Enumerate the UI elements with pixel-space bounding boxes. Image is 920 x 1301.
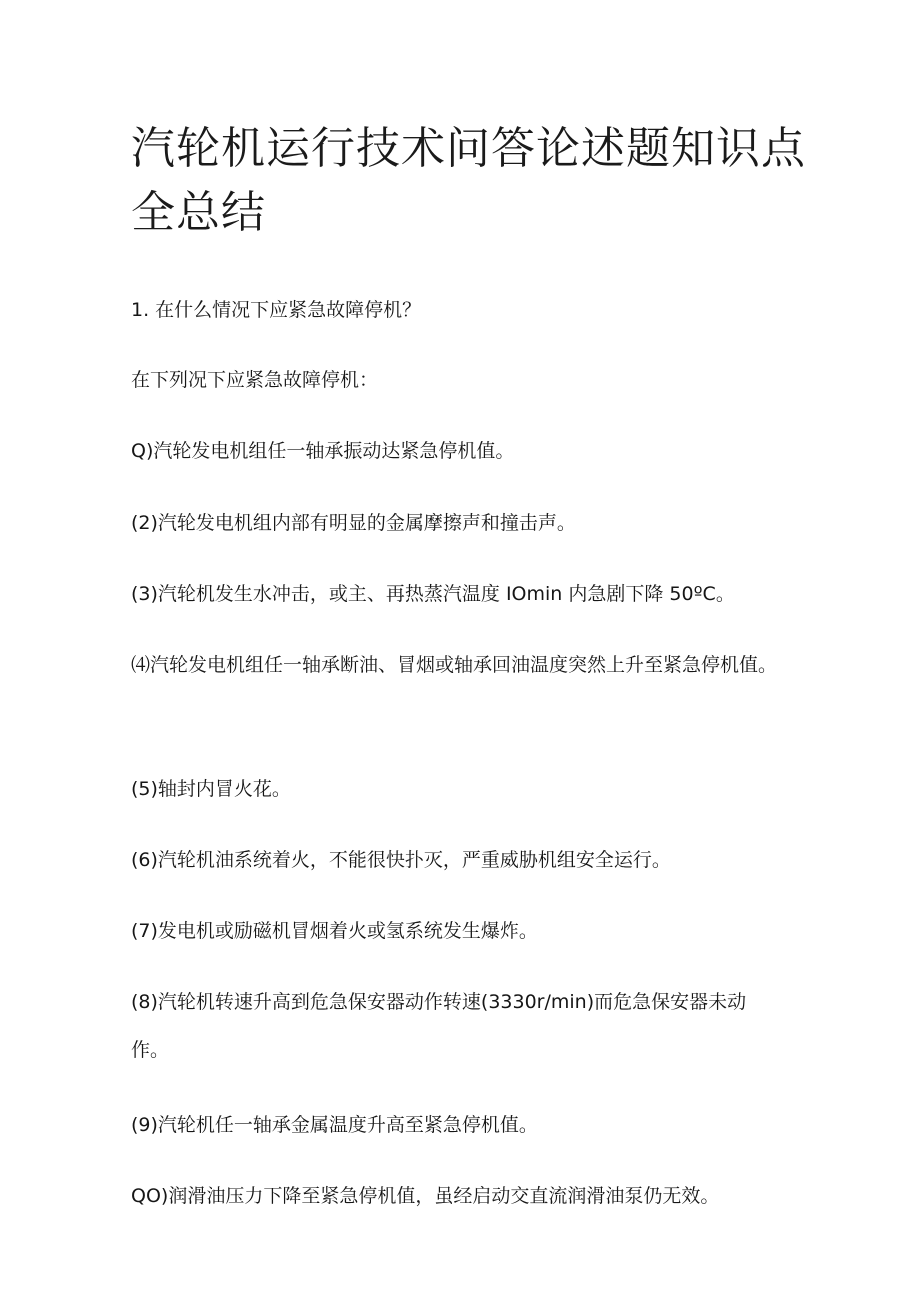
list-item-4: ⑷汽轮发电机组任一轴承断油、冒烟或轴承回油温度突然上升至紧急停机值。 [131, 654, 778, 676]
list-item-3: (3)汽轮机发生水冲击，或主、再热蒸汽温度 IOmin 内急剧下降 50ºC。 [131, 583, 735, 605]
question-heading: 1. 在什么情况下应紧急故障停机？ [131, 299, 422, 321]
list-item-10: QO)润滑油压力下降至紧急停机值，虽经启动交直流润滑油泵仍无效。 [131, 1185, 720, 1207]
list-item-9: (9)汽轮机任一轴承金属温度升高至紧急停机值。 [131, 1114, 538, 1136]
list-item-6: (6)汽轮机油系统着火，不能很快扑灭，严重威胁机组安全运行。 [131, 849, 671, 871]
list-item-1: Q)汽轮发电机组任一轴承振动达紧急停机值。 [131, 440, 515, 462]
document-title: 汽轮机运行技术问答论述题知识点全总结 [131, 123, 806, 238]
list-item-2: (2)汽轮发电机组内部有明显的金属摩擦声和撞击声。 [131, 512, 576, 534]
intro-text: 在下列况下应紧急故障停机： [131, 369, 379, 391]
list-item-7: (7)发电机或励磁机冒烟着火或氢系统发生爆炸。 [131, 920, 538, 942]
list-item-8: (8)汽轮机转速升高到危急保安器动作转速(3330r/min)而危急保安器未动作。 [131, 991, 747, 1061]
list-item-5: (5)轴封内冒火花。 [131, 778, 291, 800]
